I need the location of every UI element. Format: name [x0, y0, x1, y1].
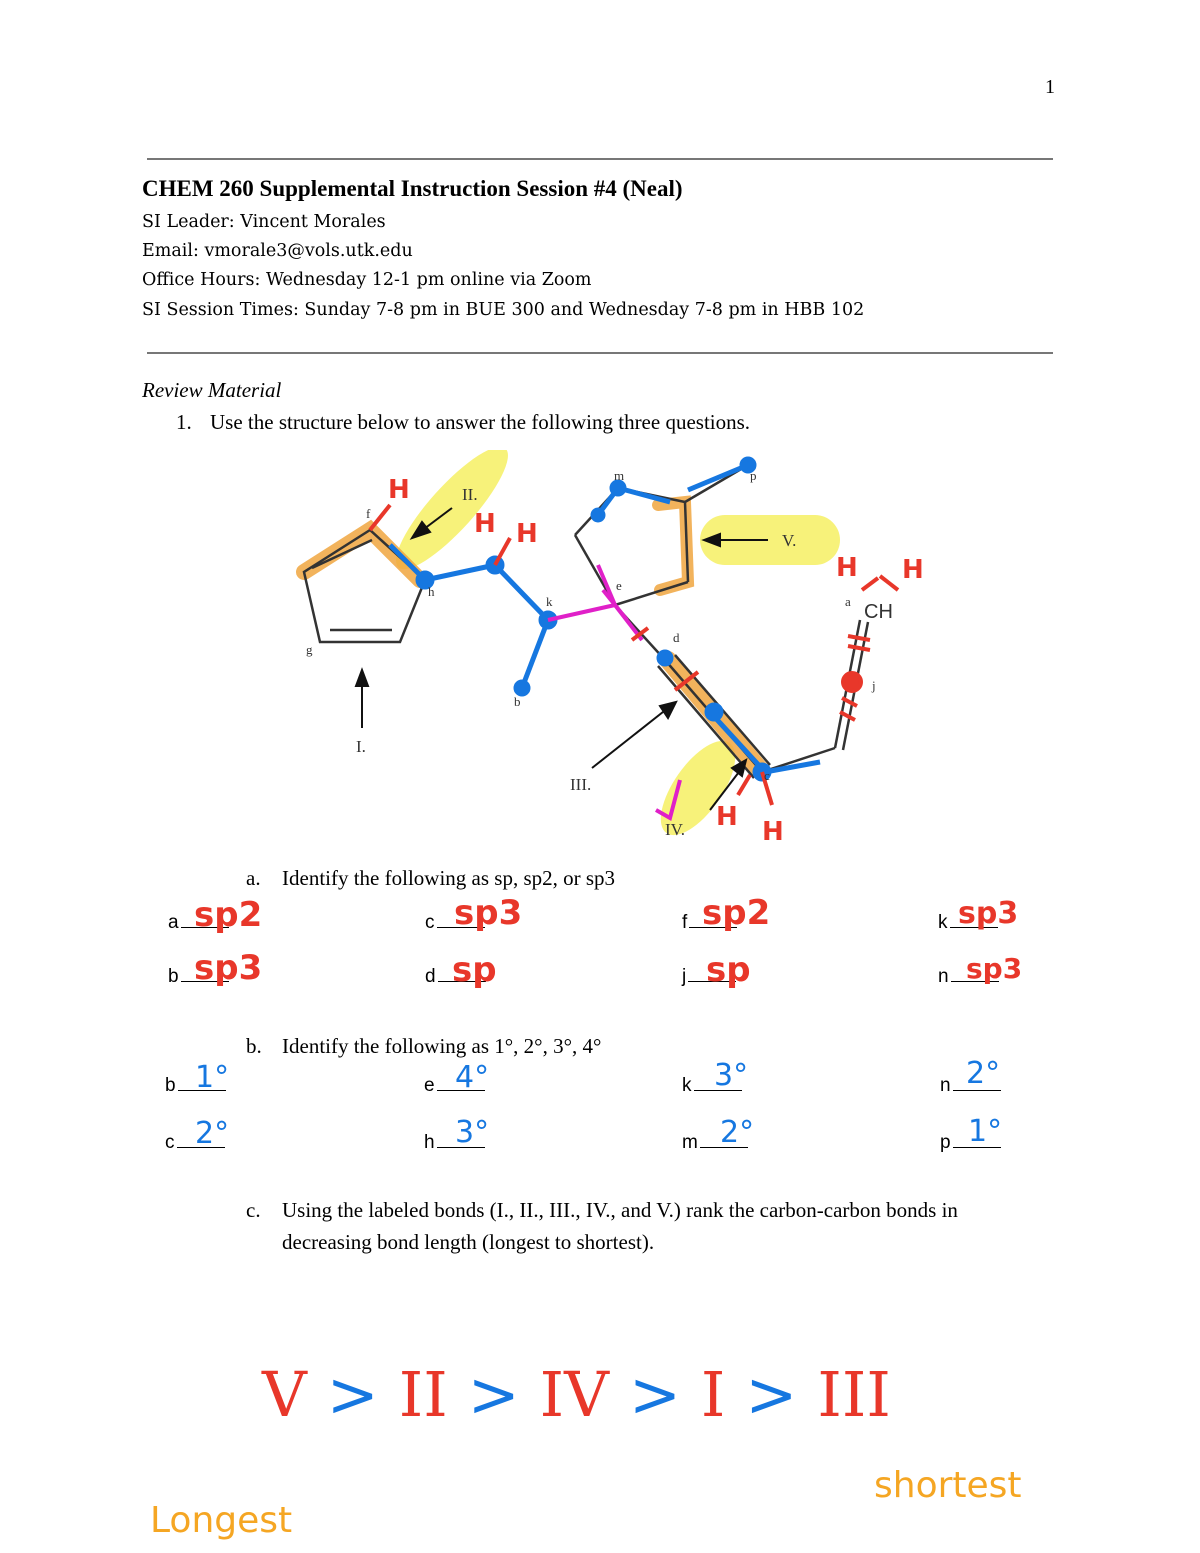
- question-text: Use the structure below to answer the following three questions.: [210, 410, 751, 434]
- page-number: 1: [1045, 76, 1055, 98]
- question-1: [176, 410, 750, 435]
- answer-f: f: [682, 912, 737, 934]
- rank-sep-2: >: [467, 1358, 520, 1431]
- degree-b: b: [165, 1075, 226, 1097]
- email: Email: vmorale3@vols.utk.edu: [142, 241, 413, 261]
- bond-label-ii: II.: [462, 485, 478, 504]
- bond-ranking: [262, 1358, 891, 1431]
- part-b-letter: b.: [246, 1034, 262, 1058]
- bond-label-i: I.: [356, 737, 366, 756]
- part-c-text-2: decreasing bond length (longest to shortest).: [282, 1230, 655, 1254]
- rank-5: III: [817, 1358, 891, 1431]
- atom-m: m: [614, 468, 625, 483]
- hydrogen-5: H: [902, 555, 924, 585]
- answer-n-value: sp3: [966, 952, 1023, 985]
- rank-sep-3: >: [628, 1358, 681, 1431]
- session-times: SI Session Times: Sunday 7-8 pm in BUE 300 and Wednesday 7-8 pm in HBB 102: [142, 300, 865, 320]
- hydrogen-1: H: [388, 475, 410, 505]
- answer-j-value: sp: [706, 950, 751, 990]
- degree-e: e: [424, 1075, 485, 1097]
- review-heading: Review Material: [142, 378, 282, 402]
- answer-n: n: [938, 966, 999, 988]
- part-c-text-1: Using the labeled bonds (I., II., III., IV., and V.) rank the carbon-carbon bonds in: [282, 1198, 958, 1222]
- bond-label-iii: III.: [570, 775, 592, 794]
- part-c-prompt: [246, 1198, 958, 1223]
- hydrogen-7: H: [762, 817, 784, 847]
- degree-c: c: [165, 1132, 225, 1154]
- degree-b-value: 1°: [195, 1060, 230, 1095]
- answer-a: a: [168, 912, 229, 934]
- part-a-prompt: [246, 866, 615, 891]
- answer-b: b: [168, 966, 229, 988]
- degree-m-value: 2°: [720, 1115, 755, 1150]
- hydrogen-4: H: [836, 553, 858, 583]
- atom-f: f: [366, 506, 371, 521]
- atom-p: p: [750, 468, 757, 483]
- skeleton-bonds: [304, 465, 868, 778]
- degree-p: p: [940, 1132, 1001, 1154]
- atom-j: j: [872, 678, 876, 693]
- part-b-prompt: [246, 1034, 601, 1059]
- answer-c-value: sp3: [454, 893, 523, 933]
- session-title: CHEM 260 Supplemental Instruction Session #4 (Neal): [142, 176, 683, 201]
- answer-f-value: sp2: [702, 893, 771, 933]
- bottom-rule: [147, 352, 1053, 354]
- degree-k: k: [682, 1075, 742, 1097]
- degree-k-value: 3°: [714, 1058, 749, 1093]
- ch-label: CH: [864, 601, 893, 623]
- shortest-label: shortest: [874, 1465, 1022, 1506]
- part-a-letter: a.: [246, 866, 261, 890]
- hydrogen-3: H: [516, 519, 538, 549]
- rank-sep-4: >: [745, 1358, 798, 1431]
- rank-1: V: [262, 1358, 307, 1431]
- answer-a-value: sp2: [194, 895, 263, 935]
- atom-b: b: [514, 694, 521, 709]
- degree-e-value: 4°: [455, 1060, 490, 1095]
- atom-a: a: [845, 594, 851, 609]
- rank-3: IV: [539, 1358, 609, 1431]
- degree-p-value: 1°: [968, 1114, 1003, 1149]
- atom-h: h: [428, 584, 435, 599]
- atom-e: e: [616, 578, 622, 593]
- answer-b-value: sp3: [194, 948, 263, 988]
- rank-sep-1: >: [326, 1358, 379, 1431]
- molecule-structure: [280, 450, 940, 870]
- si-leader: SI Leader: Vincent Morales: [142, 212, 386, 232]
- bond-label-iv: IV.: [665, 820, 685, 839]
- degree-h: h: [424, 1132, 485, 1154]
- atom-c: c: [764, 768, 770, 783]
- atom-k: k: [546, 594, 553, 609]
- answer-k-value: sp3: [958, 896, 1019, 931]
- degree-h-value: 3°: [455, 1115, 490, 1150]
- answer-c: c: [425, 912, 485, 934]
- question-number: 1.: [176, 410, 192, 434]
- degree-c-value: 2°: [195, 1116, 230, 1151]
- rank-4: I: [700, 1358, 726, 1431]
- hydrogen-6: H: [716, 802, 738, 832]
- bond-label-v: V.: [782, 531, 797, 550]
- hydrogen-annotations: [388, 475, 924, 847]
- degree-n: n: [940, 1075, 1001, 1097]
- answer-d-value: sp: [452, 950, 497, 990]
- longest-label: Longest: [150, 1500, 293, 1541]
- rank-2: II: [398, 1358, 448, 1431]
- atom-g: g: [306, 642, 313, 657]
- magenta-annotations: [548, 565, 680, 818]
- part-a-text: Identify the following as sp, sp2, or sp3: [282, 866, 616, 890]
- part-b-text: Identify the following as 1°, 2°, 3°, 4°: [282, 1034, 602, 1058]
- answer-j: j: [682, 966, 736, 988]
- answer-d: d: [425, 966, 486, 988]
- atom-d: d: [673, 630, 680, 645]
- part-c-letter: c.: [246, 1198, 261, 1222]
- office-hours: Office Hours: Wednesday 12-1 pm online via Zoom: [142, 270, 592, 290]
- answer-k: k: [938, 912, 998, 934]
- degree-n-value: 2°: [966, 1056, 1001, 1091]
- hydrogen-2: H: [474, 509, 496, 539]
- top-rule: [147, 158, 1053, 160]
- degree-m: m: [682, 1132, 748, 1154]
